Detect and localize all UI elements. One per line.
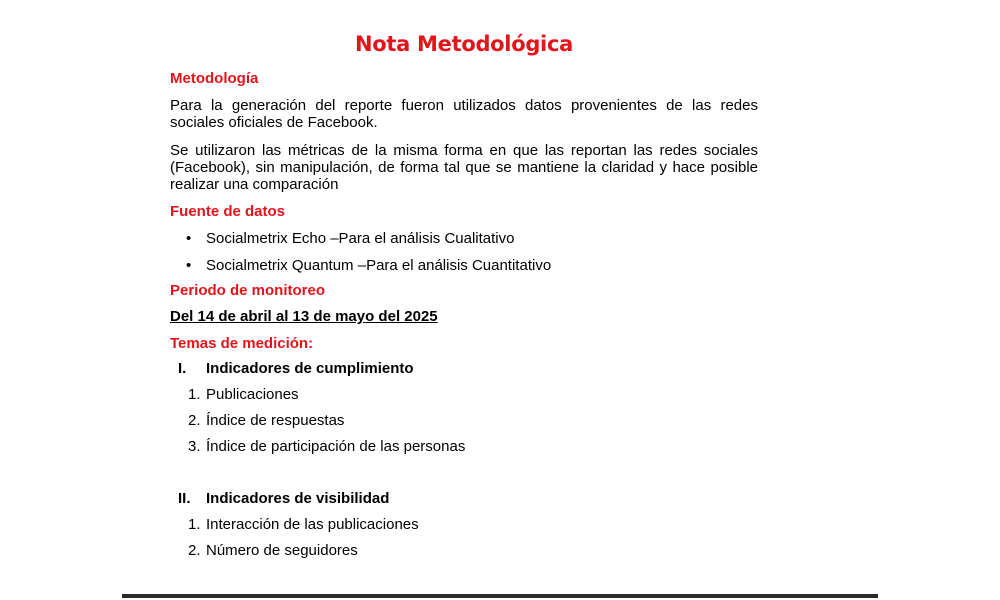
list-item-number: 1. xyxy=(188,516,201,533)
data-source-item xyxy=(186,257,551,274)
bullet-icon: • xyxy=(186,230,192,247)
list-item-label: Índice de respuestas xyxy=(206,412,345,429)
measurement-topics-heading: Temas de medición: xyxy=(170,335,314,352)
list-item xyxy=(188,516,419,533)
list-item xyxy=(188,386,299,403)
group-numeral: II. xyxy=(178,490,191,507)
footer-divider xyxy=(122,594,878,598)
group-title: Indicadores de visibilidad xyxy=(206,490,390,507)
data-source-item-label: Socialmetrix Quantum –Para el análisis Cuantitativo xyxy=(206,257,552,274)
monitoring-period-value: Del 14 de abril al 13 de mayo del 2025 xyxy=(170,308,438,325)
list-item-label: Número de seguidores xyxy=(206,542,358,559)
methodology-paragraph-2: Se utilizaron las métricas de la misma forma en que las reportan las redes sociales (Facebook), sin manipulación, de forma tal que se mantiene la claridad y hace posible realizar una comparación xyxy=(170,142,758,193)
methodology-heading: Metodología xyxy=(170,70,259,87)
list-item-label: Interacción de las publicaciones xyxy=(206,516,419,533)
data-source-heading: Fuente de datos xyxy=(170,203,286,220)
data-source-item-label: Socialmetrix Echo –Para el análisis Cualitativo xyxy=(206,230,515,247)
list-item-number: 2. xyxy=(188,412,201,429)
group-numeral: I. xyxy=(178,360,187,377)
monitoring-period-heading: Periodo de monitoreo xyxy=(170,282,326,299)
list-item-label: Índice de participación de las personas xyxy=(206,438,466,455)
page-title: Nota Metodológica xyxy=(355,32,573,56)
list-item xyxy=(188,438,465,455)
list-item xyxy=(188,542,358,559)
compliance-indicators-group-title xyxy=(178,360,414,377)
list-item-number: 3. xyxy=(188,438,201,455)
list-item-label: Publicaciones xyxy=(206,386,299,403)
list-item-number: 1. xyxy=(188,386,201,403)
methodology-paragraph-1: Para la generación del reporte fueron utilizados datos provenientes de las redes sociales oficiales de Facebook. xyxy=(170,97,758,131)
list-item xyxy=(188,412,344,429)
data-source-item xyxy=(186,230,514,247)
list-item-number: 2. xyxy=(188,542,201,559)
group-title: Indicadores de cumplimiento xyxy=(206,360,414,377)
bullet-icon: • xyxy=(186,257,192,274)
visibility-indicators-group-title xyxy=(178,490,389,507)
